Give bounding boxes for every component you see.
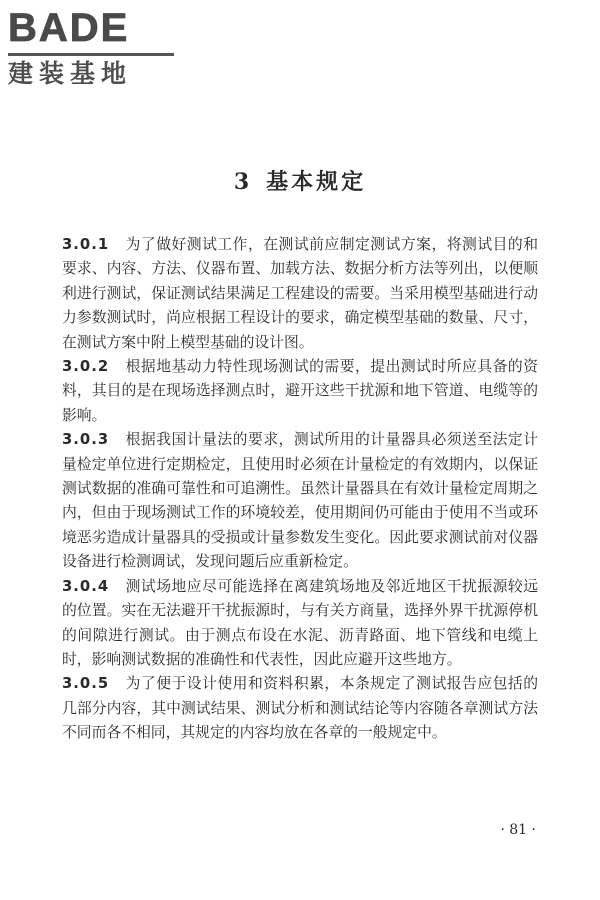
clause-number: 3.0.4	[62, 577, 110, 595]
chapter-number: 3	[233, 169, 253, 195]
clause-number: 3.0.1	[62, 236, 110, 253]
clause-text: 根据我国计量法的要求，测试所用的计量器具必须送至法定计量检定单位进行定期检定，且使用时必须在计量检定的有效期内，以保证测试数据的准确可靠性和可追溯性。虽然计量器具在有效计量检定周期之内，但由于现场测试工作的环境较差，使用期间仍可能由于使用不当或环境恶劣造成计量器具的受损或计量参数发生变化。因此要求测试前对仪器设备进行检测调试，发现问题后应重新检定。	[62, 431, 538, 571]
clause-number: 3.0.2	[62, 358, 110, 376]
clause-number: 3.0.3	[62, 431, 110, 449]
chapter-heading	[0, 165, 600, 196]
page-number: · 81 ·	[500, 822, 536, 838]
logo-subtitle: 建装基地	[8, 59, 133, 88]
clause-text: 为了便于设计使用和资料积累，本条规定了测试报告应包括的几部分内容，其中测试结果、测试分析和测试结论等内容随各章测试方法不同而各不相同，其规定的内容均放在各章的一般规定中。	[62, 675, 538, 742]
logo	[8, 4, 178, 94]
clause-number: 3.0.5	[62, 675, 110, 693]
clause-text: 测试场地应尽可能选择在离建筑场地及邻近地区干扰振源较远的位置。实在无法避开干扰振源时，与有关方商量，选择外界干扰源停机的间隙进行测试。由于测点布设在水泥、沥青路面、地下管线和电缆上时，影响测试数据的准确性和代表性，因此应避开这些地方。	[62, 577, 538, 668]
clause-3-0-4	[62, 575, 538, 673]
logo-brand: BADE	[8, 6, 130, 50]
clause-3-0-1	[62, 233, 538, 355]
clause-3-0-2	[62, 355, 538, 428]
clause-text: 为了做好测试工作，在测试前应制定测试方案，将测试目的和要求、内容、方法、仪器布置、加载方法、数据分析方法等列出，以便顺利进行测试，保证测试结果满足工程建设的需要。当采用模型基础进行动力参数测试时，尚应根据工程设计的要求，确定模型基础的数量、尺寸，在测试方案中附上模型基础的设计图。	[62, 236, 538, 351]
clause-3-0-5	[62, 672, 538, 745]
logo-divider	[8, 53, 174, 56]
chapter-title: 基本规定	[266, 169, 367, 195]
clause-text: 根据地基动力特性现场测试的需要，提出测试时所应具备的资料，其目的是在现场选择测点时，避开这些干扰源和地下管道、电缆等的影响。	[62, 358, 538, 424]
clause-3-0-3	[62, 428, 538, 574]
document-body	[62, 233, 538, 746]
